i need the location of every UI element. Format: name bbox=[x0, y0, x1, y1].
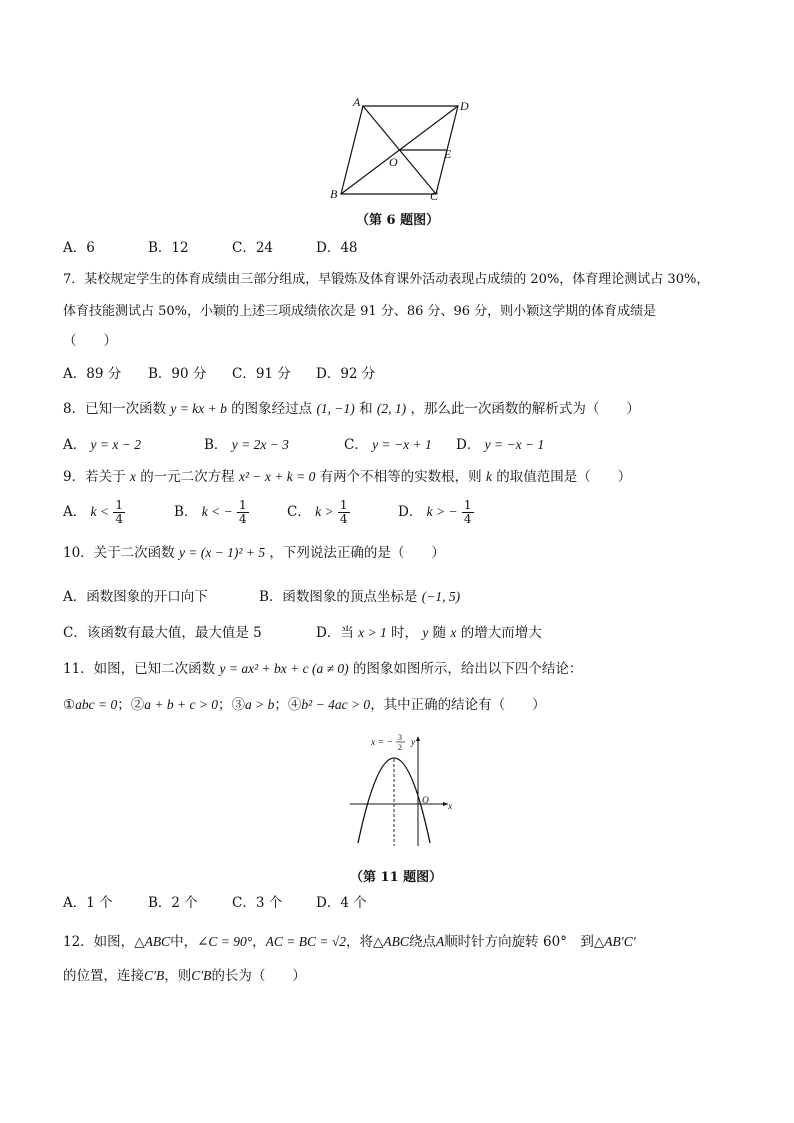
q11-tail: ，其中正确的结论有（ ） bbox=[370, 697, 546, 713]
q8-option-c-label: C． bbox=[344, 437, 368, 453]
symmetry-axis-label: x = − bbox=[371, 738, 393, 748]
q11-option-c: C．3 个 bbox=[232, 895, 283, 911]
q8-option-b bbox=[204, 435, 289, 455]
q10-option-d-condition: x > 1 bbox=[358, 625, 387, 640]
fraction-numerator: 1 bbox=[115, 498, 123, 512]
label-a: A bbox=[353, 96, 361, 109]
q8-mid1: 的图象经过点 bbox=[231, 401, 313, 417]
q9-equation: x² − x + k = 0 bbox=[238, 469, 316, 484]
q11-prefix: 11．如图，已知二次函数 bbox=[63, 661, 216, 677]
q10-option-d-mid2: 随 bbox=[432, 625, 447, 641]
q12-angle: ∠C = 90° bbox=[197, 934, 253, 949]
q9-suffix: 的取值范围是（ ） bbox=[496, 469, 632, 485]
q8-option-c bbox=[344, 435, 432, 455]
figure-caption-q6: （第 6 题图） bbox=[356, 213, 440, 228]
q8-point-1: (1, −1) bbox=[316, 401, 355, 416]
q11-option-b: B．2 个 bbox=[148, 895, 198, 911]
q6-option-a: A．6 bbox=[63, 240, 95, 256]
q9-option-b-label: B． bbox=[174, 504, 198, 520]
fraction-denominator: 4 bbox=[339, 512, 348, 526]
q10-option-c: C．该函数有最大值，最大值是 5 bbox=[63, 625, 262, 641]
q11-conclusion-4: b² − 4ac > 0 bbox=[301, 697, 371, 712]
q8-suffix: ，那么此一次函数的解析式为（ ） bbox=[410, 401, 640, 417]
q10-formula: y = (x − 1)² + 5 bbox=[178, 545, 266, 560]
q11-formula: y = ax² + bx + c (a ≠ 0) bbox=[219, 661, 349, 676]
q8-formula: y = kx + b bbox=[170, 401, 227, 416]
label-o: O bbox=[389, 155, 398, 169]
q9-option-b-rel: k < − bbox=[201, 504, 233, 519]
q10-stem bbox=[63, 543, 445, 563]
fraction-denominator: 4 bbox=[115, 512, 123, 526]
q12-text-i: 的长为（ ） bbox=[211, 968, 306, 984]
q12-line-2 bbox=[63, 966, 306, 986]
q9-option-c-rel: k > bbox=[315, 504, 334, 519]
q9-option-a bbox=[63, 496, 125, 528]
q11-option-a: A．1 个 bbox=[63, 895, 113, 911]
fraction-denominator: 4 bbox=[463, 512, 472, 526]
q6-option-c: C．24 bbox=[232, 240, 274, 256]
q12-triangle-abc: △ABC bbox=[134, 934, 171, 949]
q7-option-a: A．89 分 bbox=[63, 366, 122, 382]
origin-label: O bbox=[422, 796, 429, 806]
q7-option-b: B．90 分 bbox=[148, 366, 207, 382]
q9-stem bbox=[63, 467, 631, 487]
q11-suffix: 的图象如图所示，给出以下四个结论： bbox=[352, 661, 583, 677]
symmetry-fraction-denominator: 2 bbox=[398, 743, 402, 752]
q9-option-c bbox=[287, 496, 350, 528]
q12-text-h: ，则 bbox=[164, 968, 192, 984]
q10-option-a: A．函数图象的开口向下 bbox=[63, 589, 208, 605]
figure-q11-parabola bbox=[344, 733, 456, 849]
q8-option-d-expr: y = −x − 1 bbox=[484, 437, 545, 452]
q12-text-c: ， bbox=[252, 934, 266, 950]
y-axis-arrow-icon bbox=[416, 736, 420, 741]
q11-c3-mark: ；③ bbox=[218, 697, 246, 713]
q8-stem bbox=[63, 399, 640, 419]
q8-point-2: (2, 1) bbox=[376, 401, 407, 416]
q7-line-3: （ ） bbox=[63, 333, 117, 349]
fraction-numerator: 1 bbox=[238, 498, 247, 512]
q8-option-a-label: A． bbox=[63, 437, 87, 453]
q10-suffix: ，下列说法正确的是（ ） bbox=[269, 545, 445, 561]
q9-var-k: k bbox=[485, 469, 492, 484]
q9-option-a-rel: k < bbox=[90, 504, 110, 519]
q9-option-a-fraction bbox=[113, 499, 125, 526]
q12-text-e: 绕点 bbox=[408, 934, 436, 950]
q9-option-c-label: C． bbox=[287, 504, 311, 520]
q12-line-1 bbox=[63, 932, 636, 952]
q8-prefix: 8．已知一次函数 bbox=[63, 401, 167, 417]
label-d: D bbox=[460, 99, 469, 113]
q7-option-d: D．92 分 bbox=[316, 366, 376, 382]
q11-conclusion-1: abc = 0 bbox=[75, 697, 118, 712]
q10-option-b bbox=[259, 587, 460, 607]
q7-line-1: 7．某校规定学生的体育成绩由三部分组成，早锻炼及体育课外活动表现占成绩的 20%，体育理论测试占 30%， bbox=[63, 272, 710, 287]
y-axis-label: y bbox=[411, 738, 416, 748]
q12-point-a: A bbox=[435, 934, 445, 949]
q9-option-b bbox=[174, 496, 249, 528]
q11-option-d: D．4 个 bbox=[316, 895, 367, 911]
label-c: C bbox=[430, 189, 439, 203]
q9-option-a-label: A． bbox=[63, 504, 87, 520]
q8-option-b-expr: y = 2x − 3 bbox=[231, 437, 289, 452]
q11-conclusions bbox=[63, 695, 546, 715]
q10-option-d bbox=[316, 623, 542, 643]
q12-text-d: ，将 bbox=[346, 934, 374, 950]
fraction-numerator: 1 bbox=[339, 498, 348, 512]
q11-stem bbox=[63, 659, 582, 679]
symmetry-fraction-numerator: 3 bbox=[398, 733, 402, 742]
q12-text-g: 的位置，连接 bbox=[63, 968, 144, 984]
figure-caption-q11: （第 11 题图） bbox=[350, 870, 443, 885]
q9-option-d bbox=[398, 496, 474, 528]
q9-option-d-label: D． bbox=[398, 504, 423, 520]
label-b: B bbox=[330, 187, 338, 201]
figure-q6-parallelogram bbox=[322, 96, 472, 204]
q12-segment-2: C′B bbox=[191, 968, 212, 983]
q9-mid1: 的一元二次方程 bbox=[140, 469, 235, 485]
q12-triangle-abc-2: △ABC bbox=[373, 934, 409, 949]
label-e: E bbox=[444, 147, 452, 161]
q12-sides: AC = BC = √2 bbox=[265, 934, 347, 949]
q12-text-a: 12．如图， bbox=[63, 934, 135, 950]
q8-option-d bbox=[456, 435, 544, 455]
q10-option-b-point: (−1, 5) bbox=[421, 589, 461, 604]
q7-line-2: 体育技能测试占 50%，小颖的上述三项成绩依次是 91 分、86 分、96 分，则小颖这学期的体育成绩是 bbox=[63, 304, 657, 319]
q8-option-c-expr: y = −x + 1 bbox=[372, 437, 432, 452]
q9-var-x: x bbox=[129, 469, 136, 484]
x-axis-label: x bbox=[448, 802, 453, 812]
q10-option-d-x: x bbox=[450, 625, 457, 640]
q8-option-a-expr: y = x − 2 bbox=[90, 437, 142, 452]
q12-segment-1: C′B bbox=[144, 968, 165, 983]
q9-option-c-fraction bbox=[338, 499, 350, 526]
q11-c1-mark: ① bbox=[63, 697, 76, 713]
q7-option-c: C．91 分 bbox=[232, 366, 291, 382]
q6-option-b: B．12 bbox=[148, 240, 189, 256]
fraction-numerator: 1 bbox=[463, 498, 472, 512]
q11-conclusion-2: a + b + c > 0 bbox=[144, 697, 219, 712]
q10-option-d-pre: D．当 bbox=[316, 625, 354, 641]
q11-c4-mark: ；④ bbox=[274, 697, 302, 713]
q8-option-d-label: D． bbox=[456, 437, 481, 453]
q10-prefix: 10．关于二次函数 bbox=[63, 545, 175, 561]
q8-mid2: 和 bbox=[359, 401, 373, 417]
q12-triangle-abprime: △AB′C′ bbox=[593, 934, 636, 949]
q10-option-b-text: B．函数图象的顶点坐标是 bbox=[259, 589, 418, 605]
q6-option-d: D．48 bbox=[316, 240, 358, 256]
q11-c2-mark: ；② bbox=[117, 697, 145, 713]
q9-option-d-rel: k > − bbox=[426, 504, 458, 519]
q10-option-d-mid: 时， bbox=[391, 625, 419, 641]
q8-option-b-label: B． bbox=[204, 437, 228, 453]
q10-option-d-y: y bbox=[422, 625, 429, 640]
q8-option-a bbox=[63, 435, 141, 455]
fraction-denominator: 4 bbox=[238, 512, 247, 526]
q11-conclusion-3: a > b bbox=[245, 697, 275, 712]
q10-option-d-suffix: 的增大而增大 bbox=[460, 625, 542, 641]
q9-option-d-fraction bbox=[462, 499, 474, 526]
q9-prefix: 9．若关于 bbox=[63, 469, 126, 485]
q9-mid2: 有两个不相等的实数根，则 bbox=[319, 469, 482, 485]
q9-option-b-fraction bbox=[237, 499, 249, 526]
q12-text-b: 中， bbox=[170, 934, 198, 950]
q12-text-f: 顺时针方向旋转 60° 到 bbox=[444, 934, 594, 950]
